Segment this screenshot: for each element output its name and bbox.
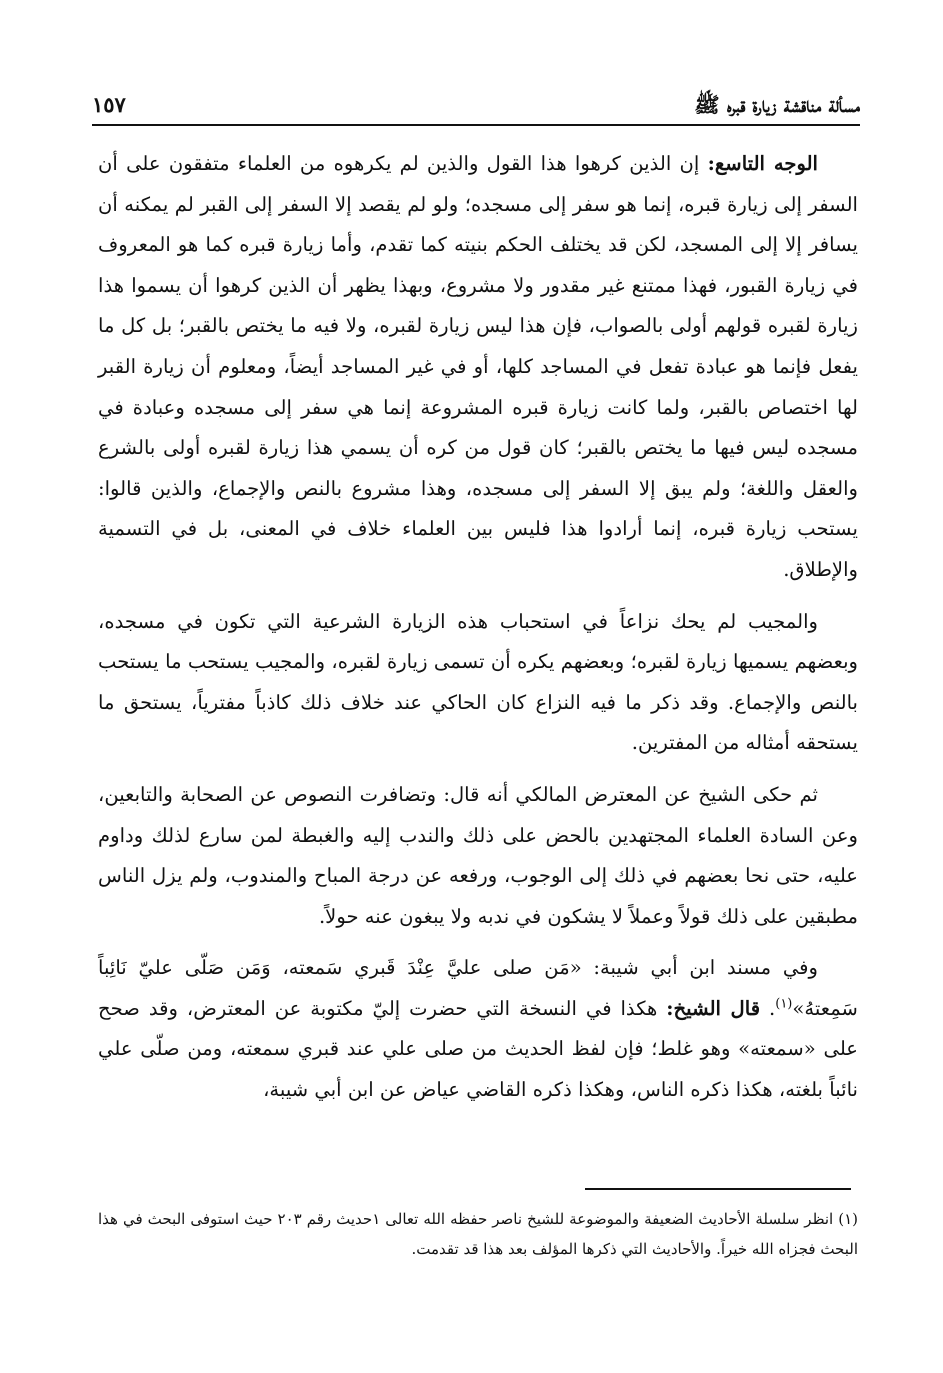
paragraph-4-hadith: وفي مسند ابن أبي شيبة: «مَن صلى عليَّ عِنْدَ قَبري سَمعته، وَمَن صَلّى عليّ نَائِباً سَمِعتهُ» [98, 956, 858, 1020]
page-number: ١٥٧ [92, 92, 126, 117]
footnote-text: (١) انظر سلسلة الأحاديث الضعيفة والموضوعة للشيخ ناصر حفظه الله تعالى ١حديث رقم ٢٠٣ حيث استوفى البحث في هذا البحث فجزاه الله خيراً. والأحاديث التي ذكرها المؤلف بعد هذا قد تقدمت. [98, 1210, 858, 1258]
footnote-reference[interactable]: (١) [775, 996, 793, 1012]
main-text [98, 144, 858, 1122]
paragraph-1 [98, 144, 858, 591]
header-title: مسألة مناقشة زيارة قبره ﷺ [694, 92, 860, 117]
paragraph-4-text: هكذا في النسخة التي حضرت إليّ مكتوبة عن المعترض، وقد صحح على «سمعته» وهو غلط؛ فإن لفظ الحديث من صلى علي عند قبري سمعته، ومن صلّى علي نائباً بلغته، هكذا ذكره الناس، وهكذا ذكره القاضي عياض عن ابن أبي شيبة، [98, 996, 858, 1102]
paragraph-4 [98, 948, 858, 1110]
paragraph-1-heading: الوجه التاسع: [707, 152, 818, 175]
paragraph-4-period: . [769, 996, 776, 1020]
paragraph-2: والمجيب لم يحك نزاعاً في استحباب هذه الزيارة الشرعية التي تكون في مسجده، وبعضهم يسميها زيارة لقبره؛ وبعضهم يكره أن تسمى زيارة لقبره، والمجيب يستحب ما يستحب بالنص والإجماع. وقد ذكر ما فيه النزاع كان الحاكي عند خلاف ذلك كاذباً مفترياً، يستحق ما يستحقه أمثاله من المفترين. [98, 609, 858, 755]
paragraph-1-text: إن الذين كرهوا هذا القول والذين لم يكرهوه من العلماء متفقون على أن السفر إلى زيارة قبره، إنما هو سفر إلى مسجده؛ ولو لم يقصد إلا السفر إلى القبر لم يمكنه أن يسافر إلا إلى المسجد، لكن قد يختلف الحكم بنيته كما تقدم، وأما زيارة قبره كما هو المعروف في زيارة القبور، فهذا ممتنع غير مقدور ولا مشروع، وبهذا يظهر أن الذين كرهوا أن يسموا هذا زيارة لقبره قولهم أولى بالصواب، فإن هذا ليس زيارة لقبره، ولا فيه ما يختص بالقبر؛ بل كل ما يفعل فإنما هو عبادة تفعل في المساجد كلها، أو في غير المساجد أيضاً، ومعلوم أن زيارة القبر لها اختصاص بالقبر، ولما كانت زيارة قبره المشروعة إنما هي سفر إلى مسجده وعبادة في مسجده ليس فيها ما يختص بالقبر؛ كان قول من كره أن يسمي هذا زيارة لقبره أولى بالشرع والعقل واللغة؛ ولم يبق إلا السفر إلى مسجده، وهذا مشروع بالنص والإجماع، والذين قالوا: يستحب زيارة قبره، إنما أرادوا هذا فليس بين العلماء خلاف في المعنى، بل في التسمية والإطلاق. [98, 152, 858, 581]
paragraph-4-heading: قال الشيخ: [666, 996, 761, 1020]
footnote-separator [585, 1188, 851, 1190]
running-header [92, 88, 860, 126]
paragraph-3: ثم حكى الشيخ عن المعترض المالكي أنه قال: وتضافرت النصوص عن الصحابة والتابعين، وعن السادة العلماء المجتهدين بالحض على ذلك والندب إليه والغبطة لمن سارع لذلك وداوم عليه، حتى نحا بعضهم في ذلك إلى الوجوب، ورفعه عن درجة المباح والمندوب، ولم يزل الناس مطبقين على ذلك قولاً وعملاً لا يشكون في ندبه ولا يبغون عنه حولاً. [98, 782, 858, 928]
footnote [98, 1204, 858, 1264]
